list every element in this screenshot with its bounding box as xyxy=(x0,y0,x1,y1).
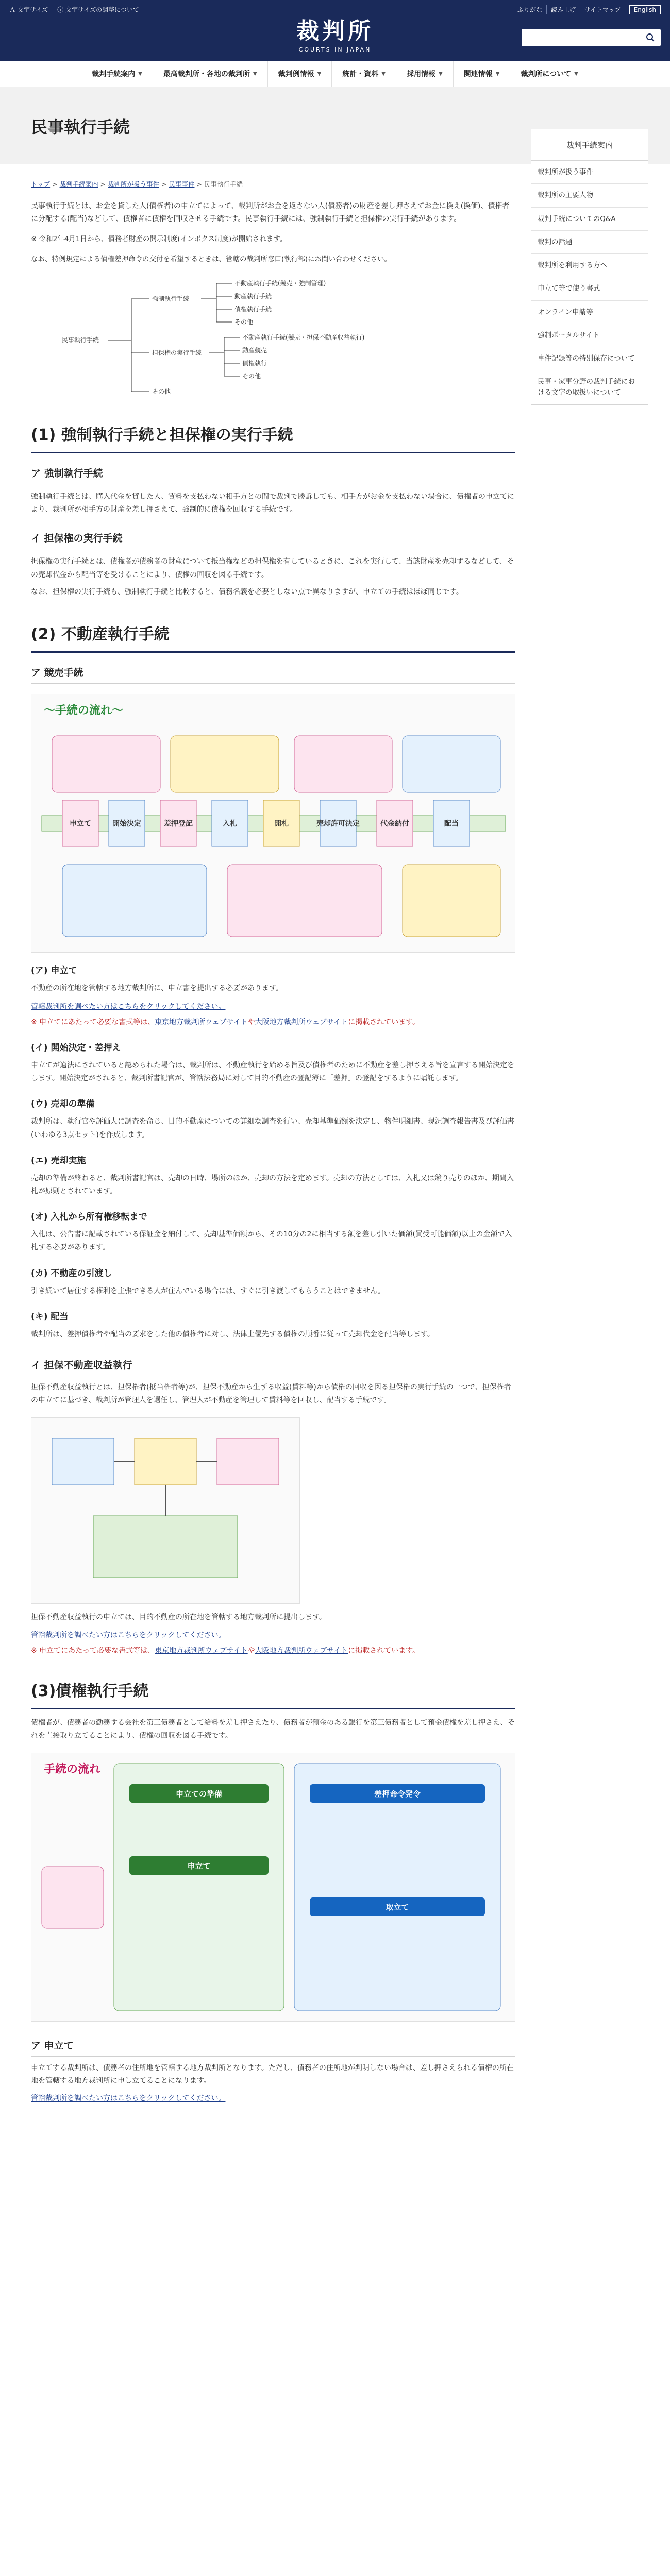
subheading: (カ) 不動産の引渡し xyxy=(31,1268,112,1279)
sidebar-item[interactable]: 裁判所を利用する方へ xyxy=(531,254,648,277)
sitemap-link[interactable]: サイトマップ xyxy=(580,5,625,14)
nav-label: 統計・資料 xyxy=(342,70,379,78)
tree-node: 強制執行手続 xyxy=(152,295,190,302)
sidebar-item[interactable]: 申立て等で使う書式 xyxy=(531,277,648,300)
flow-step: 代金納付 xyxy=(380,819,409,828)
chevron-down-icon: ▼ xyxy=(381,71,386,77)
chevron-down-icon: ▼ xyxy=(438,71,443,77)
flow-title: ～手続の流れ～ xyxy=(44,704,124,717)
nav-precedents[interactable] xyxy=(268,61,332,87)
flow-step: 申立て xyxy=(70,819,91,828)
flow-step: 開札 xyxy=(274,819,289,828)
intro-note: ※ 令和2年4月1日から、債務者財産の開示制度(インボクス制度)が開始されます。 xyxy=(31,235,287,244)
nav-label: 裁判所について xyxy=(521,70,572,78)
subheading: (オ) 入札から所有権移転まで xyxy=(31,1212,147,1223)
paragraph: 担保不動産収益執行とは、担保権者(抵当権者等)が、担保不動産から生ずる収益(賃料等)から債権の回収を図る担保権の実行手続の一つで、担保権者の申立てに基づき、裁判所が管理人を選任し、管理人が不動産を管理して賃料等を回収し、配当する手続です。 xyxy=(31,1383,511,1405)
sidebar-item[interactable]: オンライン申請等 xyxy=(531,301,648,324)
claim-execution-figure xyxy=(31,1753,515,2022)
tree-node: 動産競売 xyxy=(242,346,267,354)
tree-node: その他 xyxy=(152,387,171,395)
note-text: ※ 申立てにあたって必要な書式等は、 xyxy=(31,1646,155,1655)
nav-label: 採用情報 xyxy=(406,70,435,78)
chevron-down-icon: ▼ xyxy=(317,71,322,77)
site-search xyxy=(522,29,661,46)
tree-node: 債権執行 xyxy=(242,359,267,367)
chevron-down-icon: ▼ xyxy=(138,71,142,77)
note-text: や xyxy=(247,1018,255,1027)
read-aloud-link[interactable]: 読み上げ xyxy=(546,5,580,14)
flow-title: 手続の流れ xyxy=(44,1762,101,1776)
subsection-heading: イ 担保不動産収益執行 xyxy=(31,1353,515,1376)
tokyo-court-link[interactable]: 東京地方裁判所ウェブサイト xyxy=(155,1018,248,1027)
paragraph: 申立てが適法にされていると認められた場合は、裁判所は、不動産執行を始める旨及び債権者のために不動産を差し押さえる旨を宣言する開始決定をします。開始決定がされると、裁判所書記官が、管轄法務局に対して目的不動産の登記簿に「差押」の登記をするように嘱託します。 xyxy=(31,1061,514,1083)
sidebar-item[interactable]: 裁判所の主要人物 xyxy=(531,184,648,207)
subsection-heading: ア 申立て xyxy=(31,2034,515,2057)
page-title: 民事執行手続 xyxy=(31,117,130,137)
furigana-link[interactable]: ふりがな xyxy=(517,6,542,13)
tree-node: 債権執行手続 xyxy=(234,305,272,313)
note-text: ※ 申立てにあたって必要な書式等は、 xyxy=(31,1018,155,1027)
paragraph: 入札は、公告書に記載されている保証金を納付して、売却基準価額から、その10分の2に相当する額を差し引いた価額(買受可能価額)以上の金額で入札する必要があります。 xyxy=(31,1230,512,1252)
tree-node: その他 xyxy=(242,372,261,380)
osaka-court-link[interactable]: 大阪地方裁判所ウェブサイト xyxy=(255,1646,348,1655)
paragraph: 不動産の所在地を管轄する地方裁判所に、申立書を提出する必要があります。 xyxy=(31,984,283,992)
section-heading: (3)債権執行手続 xyxy=(31,1666,515,1709)
intro-note: なお、特例規定による債権差押命令の交付を希望するときは、管轄の裁判所窓口(執行部)にお問い合わせください。 xyxy=(31,255,392,263)
search-icon xyxy=(646,33,655,42)
paragraph: なお、担保権の実行手続も、強制執行手続と比較すると、債務名義を必要としない点で異なりますが、申立ての手続はほぼ同じです。 xyxy=(31,587,463,596)
subheading: (エ) 売却実施 xyxy=(31,1155,86,1166)
breadcrumb-link[interactable]: トップ xyxy=(31,180,51,188)
income-execution-svg xyxy=(31,1418,299,1603)
paragraph: 申立てする裁判所は、債務者の住所地を管轄する地方裁判所となります。ただし、債務者の住所地が判明しない場合は、差し押さえられる債権の所在地を管轄する地方裁判所に申し立てることになります。 xyxy=(31,2063,514,2086)
jurisdiction-link[interactable]: 管轄裁判所を調べたい方はこちらをクリックしてください。 xyxy=(31,1631,226,1639)
nav-recruit[interactable] xyxy=(396,61,454,87)
subsection-heading: イ 担保権の実行手続 xyxy=(31,527,515,549)
paragraph: 引き続いて居住する権利を主張できる人が住んでいる場合には、すぐに引き渡してもらうことはできません。 xyxy=(31,1286,385,1295)
section-heading: (2) 不動産執行手続 xyxy=(31,609,515,653)
tokyo-court-link[interactable]: 東京地方裁判所ウェブサイト xyxy=(155,1646,248,1655)
sidebar-item[interactable]: 裁判の話題 xyxy=(531,231,648,254)
top-links xyxy=(513,5,661,14)
note-text: に掲載されています。 xyxy=(348,1018,420,1027)
sidebar-item[interactable]: 民事・家事分野の裁判手続における文字の取扱いについて xyxy=(531,370,648,404)
nav-about[interactable] xyxy=(510,61,588,87)
osaka-court-link[interactable]: 大阪地方裁判所ウェブサイト xyxy=(255,1018,348,1027)
flow-step: 差押登記 xyxy=(164,819,193,828)
flow-step: 差押命令発令 xyxy=(374,1789,421,1799)
subsection-heading: ア 強制執行手続 xyxy=(31,462,515,484)
question-icon: ⓘ xyxy=(57,6,64,13)
nav-statistics[interactable] xyxy=(332,61,396,87)
nav-courts[interactable] xyxy=(153,61,268,87)
tree-node: 不動産執行手続(競売・強制管理) xyxy=(234,279,326,287)
global-nav xyxy=(0,61,670,87)
sidebar-item[interactable]: 裁判手続についてのQ&A xyxy=(531,208,648,231)
auction-flow-figure xyxy=(31,694,515,953)
breadcrumb: トップ > 裁判手続案内 > 裁判所が扱う事件 > 民事事件 > 民事執行手続 xyxy=(31,180,243,188)
note-text: に掲載されています。 xyxy=(348,1646,420,1655)
english-link[interactable]: English xyxy=(629,5,661,14)
sidebar-item[interactable]: 強制ポータルサイト xyxy=(531,324,648,347)
jurisdiction-link[interactable]: 管轄裁判所を調べたい方はこちらをクリックしてください。 xyxy=(31,1003,226,1011)
subheading: (ウ) 売却の準備 xyxy=(31,1099,95,1110)
tree-node: 担保権の実行手続 xyxy=(152,349,202,357)
tree-node: 動産執行手続 xyxy=(234,292,272,300)
tree-root: 民事執行手続 xyxy=(62,336,99,344)
note-text: や xyxy=(247,1646,255,1655)
chevron-down-icon: ▼ xyxy=(495,71,500,77)
jurisdiction-link[interactable]: 管轄裁判所を調べたい方はこちらをクリックしてください。 xyxy=(31,2094,226,2103)
tree-node: その他 xyxy=(234,318,254,326)
nav-label: 最高裁判所・各地の裁判所 xyxy=(163,70,250,78)
sidebar xyxy=(531,129,648,405)
sidebar-heading: 裁判手続案内 xyxy=(531,129,648,161)
flow-step: 申立ての準備 xyxy=(175,1789,223,1799)
font-size-label: 文字サイズ xyxy=(18,6,48,13)
search-input[interactable] xyxy=(522,29,640,46)
flow-step: 売却許可決定 xyxy=(316,819,360,828)
flow-step: 取立て xyxy=(386,1902,409,1912)
section-heading: (1) 強制執行手続と担保権の実行手続 xyxy=(31,410,515,453)
nav-label: 裁判例情報 xyxy=(278,70,314,78)
breadcrumb-current: 民事執行手続 xyxy=(204,180,243,188)
subheading: (キ) 配当 xyxy=(31,1311,69,1322)
subheading: (ア) 申立て xyxy=(31,965,77,976)
tree-svg xyxy=(31,276,515,404)
breadcrumb-link[interactable]: 裁判手続案内 xyxy=(59,180,98,188)
chevron-down-icon: ▼ xyxy=(253,71,257,77)
paragraph: 裁判所は、差押債権者や配当の要求をした他の債権者に対し、法律上優先する債権の順番に従って売却代金を配当等します。 xyxy=(31,1330,434,1338)
subheading: (イ) 開始決定・差押え xyxy=(31,1043,121,1054)
flow-step: 申立て xyxy=(187,1861,211,1871)
flow-svg xyxy=(31,694,516,952)
text-size-label: 文字サイズの調整について xyxy=(65,6,139,13)
paragraph: 担保権の実行手続とは、債権者が債務者の財産について抵当権などの担保権を有しているときに、これを実行して、当該財産を売却するなどして、その売却代金から配当等を受けることにより、債権の回収を図る手続です。 xyxy=(31,557,514,579)
paragraph: 担保不動産収益執行の申立ては、目的不動産の所在地を管轄する地方裁判所に提出します。 xyxy=(31,1613,326,1622)
breadcrumb-link[interactable]: 裁判所が扱う事件 xyxy=(108,180,160,188)
flow-step: 開始決定 xyxy=(112,819,141,828)
breadcrumb-link[interactable]: 民事事件 xyxy=(169,180,195,188)
flow-step: 入札 xyxy=(223,819,237,828)
paragraph: 債権者が、債務者の勤務する会社を第三債務者として給料を差し押さえたり、債務者が預金のある銀行を第三債務者として預金債権を差し押さえ、それを直接取り立てることにより、債権の回収を図る手続です。 xyxy=(31,1718,515,1740)
intro-paragraph: 民事執行手続とは、お金を貸した人(債権者)の申立てによって、裁判所がお金を返さない人(債務者)の財産を差し押さえてお金に換え(換価)、債権者に分配する(配当)などして、債権者に債権を回収させる手続です。民事執行手続には、強制執行手続と担保権の実行手続があります。 xyxy=(31,202,510,224)
sidebar-item[interactable]: 事件記録等の特別保存について xyxy=(531,347,648,370)
site-header xyxy=(0,0,670,61)
income-execution-figure xyxy=(31,1417,300,1604)
forms-note xyxy=(31,1645,515,1655)
font-size-icon: Ａ xyxy=(9,6,16,13)
claim-flow-svg xyxy=(31,1753,516,2021)
tree-node: 不動産執行手続(競売・担保不動産収益執行) xyxy=(242,333,365,341)
subsection-heading: ア 競売手続 xyxy=(31,661,515,684)
paragraph: 売却の準備が終わると、裁判所書記官は、売却の日時、場所のほか、売却の方法を定めます。売却の方法としては、入札又は競り売りのほか、期間入札が原則とされています。 xyxy=(31,1174,514,1196)
logo-jp: 裁判所 xyxy=(296,18,374,44)
sidebar-item[interactable]: 裁判所が扱う事件 xyxy=(531,161,648,184)
nav-procedures[interactable] xyxy=(81,61,153,87)
main-content xyxy=(31,164,515,2103)
forms-note xyxy=(31,1016,515,1027)
paragraph: 強制執行手続とは、購入代金を貸した人、賃料を支払わない相手方との間で裁判で勝訴しても、相手方がお金を支払わない場合に、債権者の申立てにより、裁判所が相手方の財産を差し押さえて、強制的に債権を回収する手続です。 xyxy=(31,492,514,514)
nav-label: 裁判手続案内 xyxy=(92,70,136,78)
paragraph: 裁判所は、執行官や評価人に調査を命じ、目的不動産についての詳細な調査を行い、売却基準価額を決定し、物件明細書、現況調査報告書及び評価書(いわゆる3点セット)を作成します。 xyxy=(31,1117,514,1139)
flow-step: 配当 xyxy=(444,819,459,828)
chevron-down-icon: ▼ xyxy=(574,71,578,77)
nav-related[interactable] xyxy=(454,61,511,87)
search-button[interactable] xyxy=(640,29,661,46)
nav-label: 関連情報 xyxy=(463,70,493,78)
procedure-tree-diagram xyxy=(31,276,515,404)
logo-en: COURTS IN JAPAN xyxy=(298,46,372,53)
